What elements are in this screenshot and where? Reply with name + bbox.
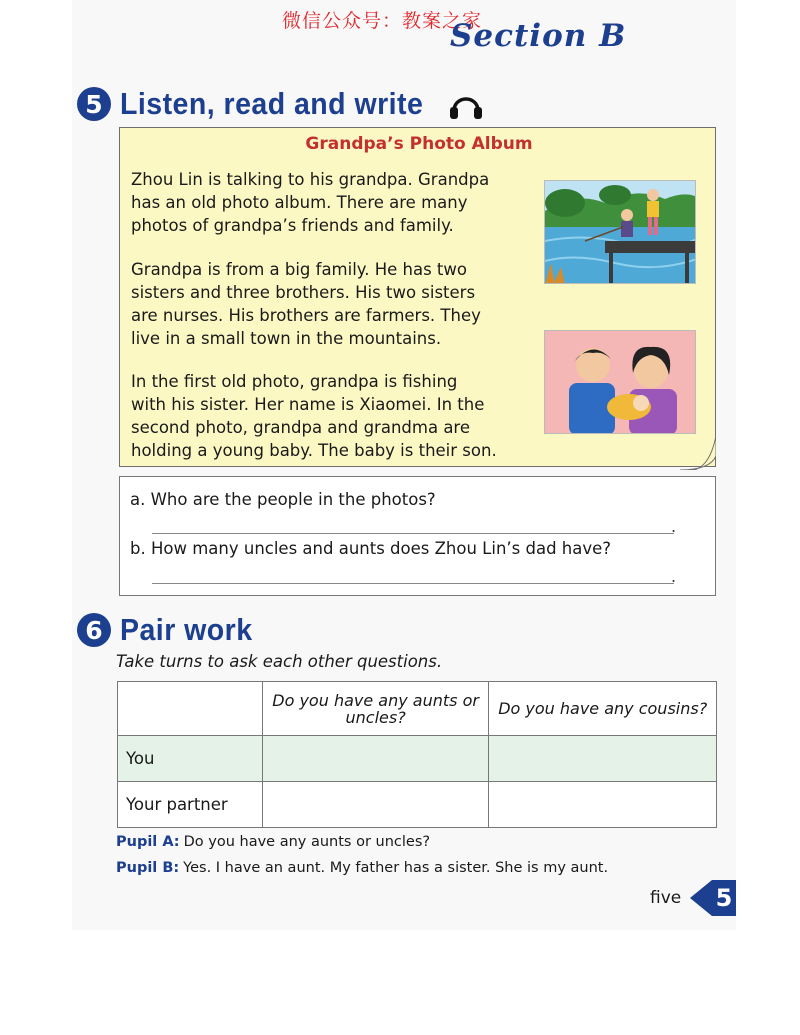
exercise-number-badge: 6 bbox=[77, 613, 111, 647]
exercise-number-badge: 5 bbox=[77, 87, 111, 121]
headphones-icon bbox=[446, 87, 486, 121]
story-paragraph-3 bbox=[131, 370, 551, 462]
questions-box bbox=[119, 476, 716, 596]
story-line: In the first old photo, grandpa is fishing bbox=[131, 372, 458, 391]
story-line: holding a young baby. The baby is their son. bbox=[131, 441, 497, 460]
story-line: Zhou Lin is talking to his grandpa. Grandpa bbox=[131, 170, 490, 189]
story-line: has an old photo album. There are many bbox=[131, 193, 468, 212]
row-label-partner: Your partner bbox=[118, 782, 263, 828]
table-header-cousins: Do you have any cousins? bbox=[489, 682, 717, 736]
answer-cell[interactable] bbox=[262, 736, 489, 782]
page-curl-corner bbox=[680, 436, 716, 470]
baby-photo bbox=[544, 330, 696, 434]
dialog-text: Yes. I have an aunt. My father has a sister. She is my aunt. bbox=[183, 860, 609, 876]
story-title: Grandpa’s Photo Album bbox=[305, 134, 533, 154]
question-a: a. Who are the people in the photos? bbox=[130, 490, 436, 509]
table-row bbox=[118, 736, 717, 782]
story-line: Grandpa is from a big family. He has two bbox=[131, 260, 467, 279]
table-row bbox=[118, 782, 717, 828]
story-line: live in a small town in the mountains. bbox=[131, 329, 442, 348]
exercise-5-heading bbox=[77, 86, 486, 122]
dialog-text: Do you have any aunts or uncles? bbox=[183, 834, 431, 850]
watermark: 微信公众号：教案之家 bbox=[282, 10, 483, 32]
story-paragraph-1 bbox=[131, 168, 551, 237]
answer-cell[interactable] bbox=[489, 736, 717, 782]
exercise-6-title: Pair work bbox=[120, 612, 253, 647]
page-word: five bbox=[650, 888, 682, 908]
story-line: second photo, grandpa and grandma are bbox=[131, 418, 470, 437]
table-header-aunts-uncles: Do you have any aunts or uncles? bbox=[262, 682, 489, 736]
table-header-row bbox=[118, 682, 717, 736]
section-title: Section B bbox=[450, 18, 627, 54]
dialog-line-a bbox=[116, 834, 430, 850]
answer-cell[interactable] bbox=[262, 782, 489, 828]
story-line: sisters and three brothers. His two sisters bbox=[131, 283, 476, 302]
story-paragraph-2 bbox=[131, 258, 551, 350]
page-number: 5 bbox=[715, 884, 733, 912]
answer-line-a[interactable] bbox=[152, 533, 674, 534]
fishing-photo bbox=[544, 180, 696, 284]
story-box bbox=[119, 127, 716, 467]
table-header-empty bbox=[118, 682, 263, 736]
exercise-5-title: Listen, read and write bbox=[120, 86, 424, 121]
story-line: are nurses. His brothers are farmers. They bbox=[131, 306, 481, 325]
question-b: b. How many uncles and aunts does Zhou Lin’s dad have? bbox=[130, 539, 612, 558]
answer-end-a: . bbox=[671, 517, 677, 536]
story-line: photos of grandpa’s friends and family. bbox=[131, 216, 454, 235]
speaker-label: Pupil A: bbox=[116, 834, 180, 850]
dialog-line-b bbox=[116, 860, 608, 876]
row-label-you: You bbox=[118, 736, 263, 782]
answer-cell[interactable] bbox=[489, 782, 717, 828]
speaker-label: Pupil B: bbox=[116, 860, 180, 876]
pair-work-table bbox=[117, 681, 717, 828]
answer-end-b: . bbox=[671, 567, 677, 586]
story-line: with his sister. Her name is Xiaomei. In the bbox=[131, 395, 485, 414]
instruction-text: Take turns to ask each other questions. bbox=[116, 652, 443, 671]
answer-line-b[interactable] bbox=[152, 583, 674, 584]
exercise-6-heading bbox=[77, 612, 264, 648]
